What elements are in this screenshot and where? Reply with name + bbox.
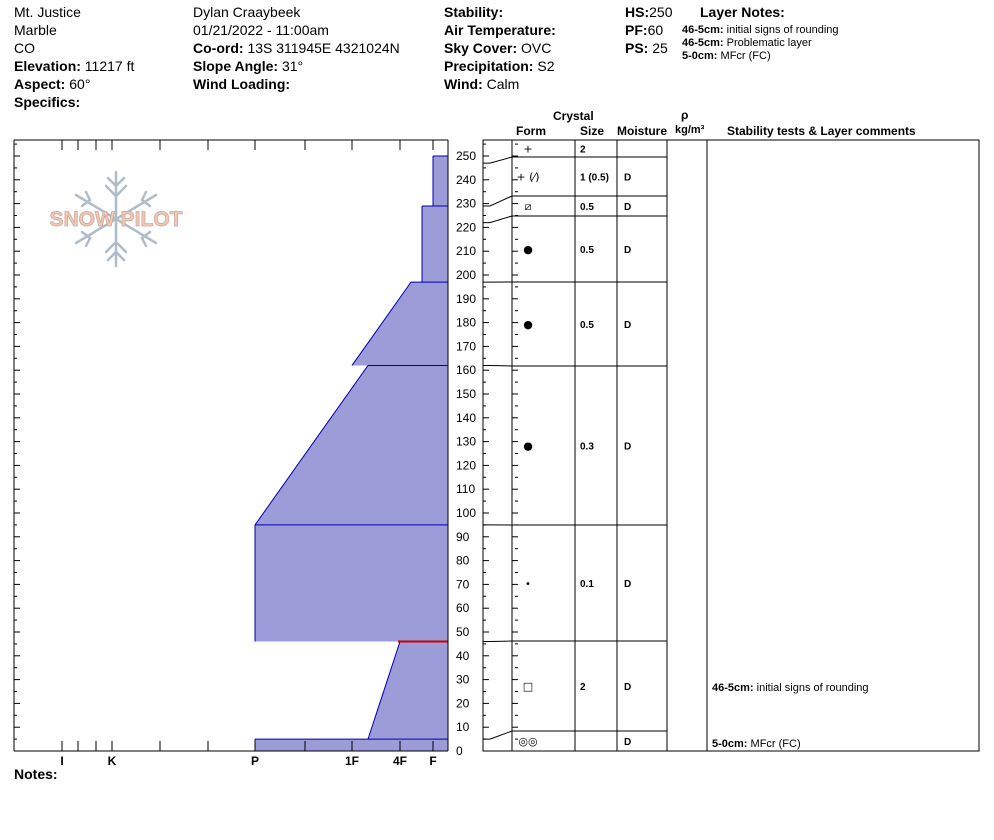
size-heading: Size [580, 124, 605, 138]
ps-label: PS: [625, 40, 649, 56]
hardness-tick-label: 1F [344, 754, 360, 768]
depth-connector [483, 731, 512, 739]
crystal-form-symbol: □ [522, 680, 534, 693]
height-tick-label: 150 [456, 387, 477, 401]
aspect-value: 60° [69, 76, 91, 92]
depth-connector [483, 365, 512, 366]
ps-value: 25 [652, 40, 668, 56]
height-tick-label: 10 [456, 720, 470, 735]
stability-comments-heading: Stability tests & Layer comments [727, 124, 916, 138]
moisture-value: D [624, 737, 632, 748]
height-tick-label: 240 [456, 172, 477, 187]
comment-text: initial signs of rounding [756, 682, 869, 695]
height-tick-label: 110 [456, 482, 476, 497]
height-tick-label: 140 [456, 410, 477, 425]
height-tick-label: 70 [456, 577, 470, 592]
depth-connector [483, 216, 512, 223]
moisture-value: D [624, 441, 632, 453]
wind-label: Wind: [444, 76, 483, 92]
height-tick-label: 230 [456, 196, 477, 211]
depth-connector [483, 641, 512, 642]
hardness-tick-label: I [60, 754, 64, 768]
moisture-value: D [624, 579, 632, 590]
hs-value: 250 [649, 4, 673, 20]
moisture-value: D [624, 172, 632, 184]
height-tick-label: 100 [456, 506, 477, 520]
moisture-value: D [624, 320, 632, 331]
aspect-label: Aspect: [14, 76, 66, 92]
crystal-size: 2 [580, 144, 586, 156]
coord-value: 13S 311945E 4321024N [247, 40, 400, 56]
crystal-size: 0.5 [580, 202, 594, 213]
range-name: Marble [14, 22, 57, 38]
height-tick-label: 180 [456, 315, 477, 330]
pf-label: PF: [625, 22, 648, 38]
layer-note-text: MFcr (FC) [720, 50, 771, 62]
height-tick-label: 30 [456, 672, 470, 687]
height-tick-label: 20 [456, 696, 470, 711]
layer-note-text: initial signs of rounding [726, 24, 839, 36]
layer-note-text: Problematic layer [726, 37, 812, 49]
hardness-tick-label: K [107, 754, 117, 768]
logo-text: SNOW PILOT [49, 208, 183, 231]
crystal-size: 0.3 [580, 441, 594, 453]
table-frame [483, 140, 979, 751]
hardness-tick-label: P [250, 754, 260, 768]
depth-connector [483, 157, 512, 163]
location-name: Mt. Justice [14, 4, 81, 20]
crystal-size: 1 (0.5) [580, 172, 609, 184]
height-tick-label: 190 [456, 291, 477, 306]
layer-notes-label: Layer Notes: [700, 4, 785, 20]
density-unit: kg/m³ [675, 124, 705, 136]
coord-label: Co-ord: [193, 40, 244, 56]
layer-note-depth: 5-0cm: [682, 50, 718, 62]
elevation-label: Elevation: [14, 58, 81, 74]
height-tick-label: 160 [456, 363, 477, 378]
precip-label: Precipitation: [444, 58, 534, 74]
moisture-value: D [624, 202, 632, 213]
height-tick-label: 80 [456, 553, 470, 568]
pf-value: 60 [647, 22, 664, 38]
notes-label: Notes: [14, 766, 58, 782]
hs-label: HS: [625, 4, 650, 20]
layer-note-depth: 46-5cm: [682, 37, 724, 49]
comment-text: MFcr (FC) [750, 738, 801, 751]
crystal-heading: Crystal [553, 109, 594, 123]
form-heading: Form [516, 124, 546, 138]
moisture-value: D [624, 682, 632, 693]
height-tick-label: 60 [456, 601, 470, 616]
moisture-value: D [624, 245, 632, 256]
slope-value: 31° [281, 58, 304, 74]
sky-label: Sky Cover: [444, 40, 518, 56]
height-tick-label: 220 [456, 220, 477, 235]
crystal-size: 0.5 [580, 320, 594, 331]
height-tick-label: 200 [456, 268, 477, 282]
crystal-form-symbol: + [523, 142, 533, 156]
height-tick-label: 0 [456, 744, 463, 758]
wind-loading-label: Wind Loading: [193, 76, 291, 92]
slope-label: Slope Angle: [193, 58, 279, 74]
layer-note-depth: 46-5cm: [682, 24, 724, 36]
height-tick-label: 170 [456, 339, 477, 354]
sky-value: OVC [521, 40, 552, 56]
crystal-form-symbol: ● [523, 439, 533, 453]
comment-depth: 46-5cm: [712, 682, 754, 695]
comment-row [712, 682, 869, 695]
height-tick-label: 250 [456, 149, 477, 163]
crystal-form-symbol: ⧄ [524, 200, 532, 213]
state-name: CO [14, 40, 35, 56]
height-tick-label: 90 [456, 529, 470, 544]
moisture-heading: Moisture [617, 124, 668, 138]
elevation-value: 11217 ft [84, 58, 135, 74]
crystal-form-symbol: + (⁄) [516, 170, 540, 184]
depth-connector [483, 196, 512, 206]
crystal-form-symbol: ● [523, 318, 533, 331]
wind-value: Calm [486, 76, 520, 92]
observer-name: Dylan Craaybeek [193, 4, 301, 20]
stability-label: Stability: [444, 4, 504, 20]
density-symbol: ρ [681, 108, 689, 122]
crystal-size: 0.1 [580, 579, 594, 590]
crystal-form-symbol: ● [523, 243, 533, 256]
hardness-tick-label: F [429, 754, 437, 768]
comment-depth: 5-0cm: [712, 738, 748, 751]
air-temp-label: Air Temperature: [444, 22, 556, 38]
height-tick-label: 210 [456, 244, 477, 259]
precip-value: S2 [537, 58, 555, 74]
crystal-size: 0.5 [580, 245, 594, 256]
height-tick-label: 40 [456, 648, 470, 663]
height-tick-label: 130 [456, 434, 477, 449]
height-tick-label: 50 [456, 625, 470, 639]
crystal-size: 2 [580, 682, 586, 693]
crystal-form-symbol: ◎◎ [518, 735, 538, 748]
comment-row [712, 738, 801, 751]
observation-datetime: 01/21/2022 - 11:00am [193, 22, 329, 38]
specifics-label: Specifics: [14, 94, 81, 110]
height-tick-label: 120 [456, 458, 477, 473]
crystal-form-symbol: • [525, 579, 531, 590]
hardness-tick-label: 4F [392, 754, 408, 768]
